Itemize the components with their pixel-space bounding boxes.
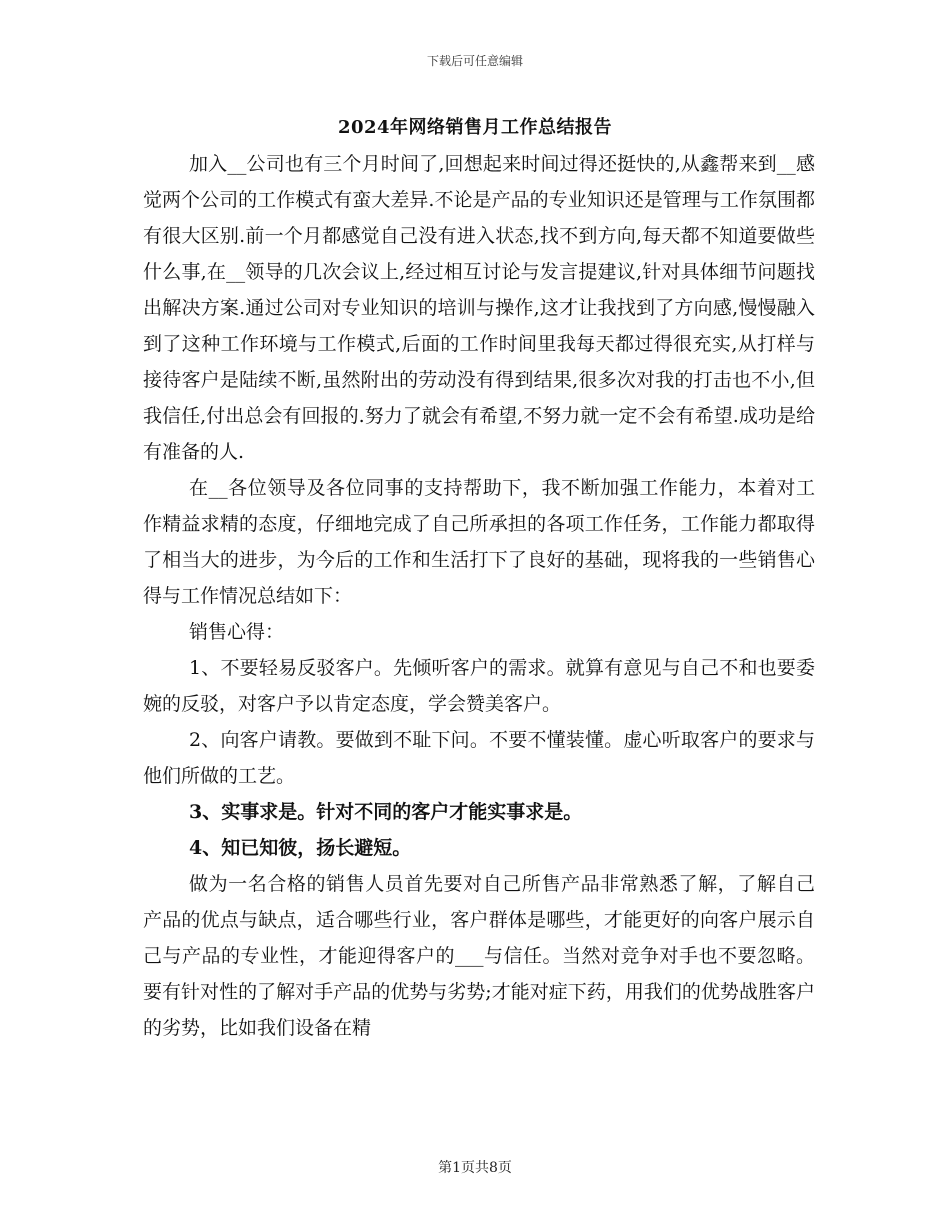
paragraph-summary-intro: 在__各位领导及各位同事的支持帮助下，我不断加强工作能力，本着对工作精益求精的态度，仔细地完成了自己所承担的各项工作任务，工作能力都取得了相当大的进步，为今后的工作和生活打下了良好的基础，现将我的一些销售心得与工作情况总结如下： bbox=[143, 477, 815, 607]
paragraph-intro: 加入__公司也有三个月时间了,回想起来时间过得还挺快的,从鑫帮来到__感觉两个公司的工作模式有蛮大差异.不论是产品的专业知识还是管理与工作氛围都有很大区别.前一个月都感觉自己没有进入状态,找不到方向,每天都不知道要做些什么事,在__领导的几次会议上,经过相互讨论与发言提建议,针对具体细节问题找出解决方案.通过公司对专业知识的培训与操作,这才让我找到了方向感,慢慢融入到了这种工作环境与工作模式,后面的工作时间里我每天都过得很充实,从打样与接待客户是陆续不断,虽然附出的劳动没有得到结果,很多次对我的打击也不小,但我信任,付出总会有回报的.努力了就会有希望,不努力就一定不会有希望.成功是给有准备的人. bbox=[143, 153, 815, 463]
page-number: 第1页共8页 bbox=[438, 1160, 512, 1176]
paragraph-product-knowledge: 做为一名合格的销售人员首先要对自己所售产品非常熟悉了解，了解自己产品的优点与缺点，适合哪些行业，客户群体是哪些，才能更好的向客户展示自己与产品的专业性，才能迎得客户的___与信任。当然对竞争对手也不要忽略。要有针对性的了解对手产品的优势与劣势;才能对症下药，用我们的优势战胜客户的劣势，比如我们设备在精 bbox=[143, 873, 815, 1039]
page-header-note: 下载后可任意编辑 bbox=[426, 54, 523, 68]
list-item-3: 3、实事求是。针对不同的客户才能实事求是。 bbox=[189, 801, 583, 823]
list-item-2: 2、向客户请教。要做到不耻下问。不要不懂装懂。虚心听取客户的要求与他们所做的工艺。 bbox=[143, 729, 815, 787]
document-title: 2024年网络销售月工作总结报告 bbox=[337, 117, 613, 138]
heading-sales-experience: 销售心得： bbox=[189, 621, 285, 643]
list-item-1: 1、不要轻易反驳客户。先倾听客户的需求。就算有意见与自己不和也要委婉的反驳，对客户予以肯定态度，学会赞美客户。 bbox=[143, 657, 815, 715]
list-item-4: 4、知已知彼，扬长避短。 bbox=[189, 837, 412, 859]
document-body bbox=[143, 146, 815, 1046]
